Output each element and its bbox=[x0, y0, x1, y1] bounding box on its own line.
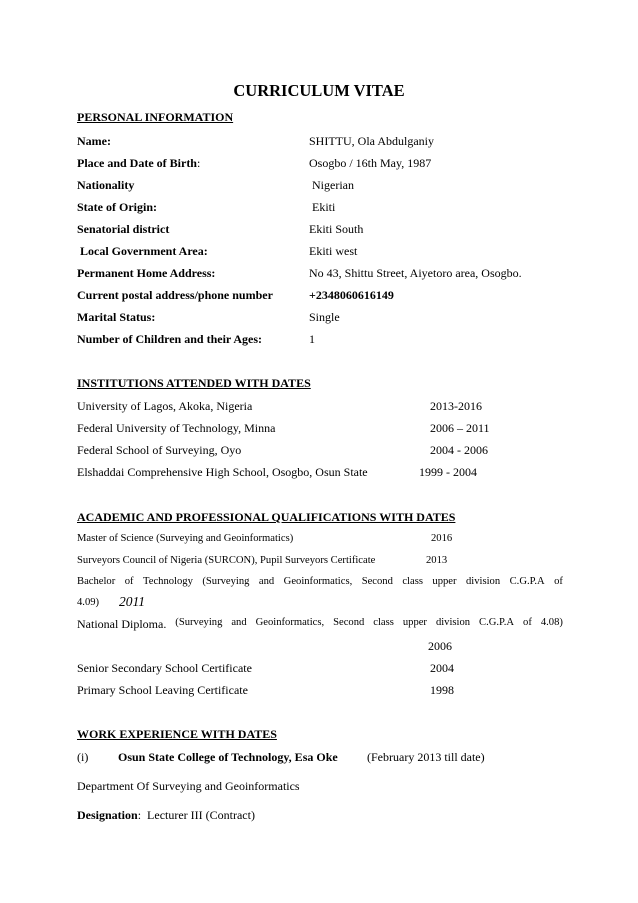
word: of bbox=[124, 576, 134, 587]
personal-label-children: Number of Children and their Ages: bbox=[77, 332, 263, 346]
personal-label-nationality: Nationality bbox=[77, 178, 135, 192]
personal-value-marital: Single bbox=[309, 310, 340, 324]
qualification-msc: Master of Science (Surveying and Geoinformatics) bbox=[77, 533, 294, 544]
work-index: (i) bbox=[77, 750, 89, 764]
word: class bbox=[373, 617, 394, 628]
designation-label: Designation bbox=[77, 808, 138, 822]
personal-label-birth bbox=[77, 156, 200, 171]
qualifications-heading: ACADEMIC AND PROFESSIONAL QUALIFICATIONS WITH DATES bbox=[77, 510, 456, 524]
personal-value-nationality: Nigerian bbox=[312, 178, 354, 192]
word: (Surveying bbox=[202, 576, 250, 587]
personal-label-address: Permanent Home Address: bbox=[77, 266, 216, 280]
institution-name: Federal University of Technology, Minna bbox=[77, 421, 276, 435]
personal-value-senatorial: Ekiti South bbox=[309, 222, 364, 236]
work-heading: WORK EXPERIENCE WITH DATES bbox=[77, 727, 277, 741]
institutions-heading: INSTITUTIONS ATTENDED WITH DATES bbox=[77, 376, 311, 390]
word: Second bbox=[361, 576, 393, 587]
word: (Surveying bbox=[175, 617, 223, 628]
word: of bbox=[523, 617, 532, 628]
personal-label-senatorial: Senatorial district bbox=[77, 222, 170, 236]
work-department: Department Of Surveying and Geoinformatics bbox=[77, 779, 300, 793]
word: C.G.P.A bbox=[509, 576, 545, 587]
work-period: (February 2013 till date) bbox=[367, 750, 485, 764]
personal-info-heading: PERSONAL INFORMATION bbox=[77, 110, 234, 124]
institution-dates: 2006 – 2011 bbox=[430, 421, 490, 435]
nd-lead: National Diploma. bbox=[77, 617, 167, 631]
designation-value: Lecturer III (Contract) bbox=[147, 808, 255, 822]
institution-name: Federal School of Surveying, Oyo bbox=[77, 443, 242, 457]
word: class bbox=[402, 576, 423, 587]
word: Geoinformatics, bbox=[255, 617, 325, 628]
work-designation bbox=[77, 808, 255, 823]
qualification-nd-line bbox=[77, 617, 563, 632]
institution-dates: 2013-2016 bbox=[430, 399, 482, 413]
personal-label-state: State of Origin: bbox=[77, 200, 157, 214]
personal-value-phone: +2348060616149 bbox=[309, 288, 394, 302]
personal-value-name: SHITTU, Ola Abdulganiy bbox=[309, 134, 434, 148]
institution-dates: 1999 - 2004 bbox=[419, 465, 477, 479]
personal-value-birth: Osogbo / 16th May, 1987 bbox=[309, 156, 432, 170]
word: upper bbox=[402, 617, 427, 628]
qualification-btech-year: 2011 bbox=[119, 594, 145, 609]
qualification-btech-line1 bbox=[77, 576, 563, 587]
qualification-ssce-year: 2004 bbox=[430, 661, 454, 675]
qualification-primary-year: 1998 bbox=[430, 683, 454, 697]
word: of bbox=[554, 576, 563, 587]
personal-label-lga: Local Government Area: bbox=[80, 244, 208, 258]
qualification-ssce: Senior Secondary School Certificate bbox=[77, 661, 252, 675]
institution-name: Elshaddai Comprehensive High School, Osogbo, Osun State bbox=[77, 465, 368, 479]
word: Technology bbox=[143, 576, 193, 587]
qualification-primary: Primary School Leaving Certificate bbox=[77, 683, 248, 697]
qualification-surcon-year: 2013 bbox=[426, 555, 448, 566]
personal-label-name: Name: bbox=[77, 134, 111, 148]
personal-label-postal: Current postal address/phone number bbox=[77, 288, 273, 302]
word: Geoinformatics, bbox=[283, 576, 353, 587]
qualification-surcon: Surveyors Council of Nigeria (SURCON), Pupil Surveyors Certificate bbox=[77, 555, 376, 566]
word: and bbox=[258, 576, 275, 587]
birth-label-text: Place and Date of Birth bbox=[77, 156, 197, 170]
designation-separator: : bbox=[137, 808, 142, 822]
qualification-nd-year: 2006 bbox=[428, 639, 452, 653]
word: upper bbox=[432, 576, 457, 587]
personal-value-state: Ekiti bbox=[312, 200, 336, 214]
institution-name: University of Lagos, Akoka, Nigeria bbox=[77, 399, 253, 413]
document-title: CURRICULUM VITAE bbox=[233, 81, 405, 100]
personal-value-children: 1 bbox=[309, 332, 315, 346]
qualification-btech-line2: 4.09) bbox=[77, 597, 100, 608]
qualification-msc-year: 2016 bbox=[431, 533, 453, 544]
word: and bbox=[231, 617, 247, 628]
institution-dates: 2004 - 2006 bbox=[430, 443, 488, 457]
word: division bbox=[466, 576, 501, 587]
word: Second bbox=[333, 617, 365, 628]
work-employer: Osun State College of Technology, Esa Oke bbox=[118, 750, 338, 764]
personal-label-marital: Marital Status: bbox=[77, 310, 156, 324]
word: C.G.P.A bbox=[479, 617, 515, 628]
personal-value-address: No 43, Shittu Street, Aiyetoro area, Osogbo. bbox=[309, 266, 522, 280]
birth-label-colon: : bbox=[196, 156, 201, 170]
word: 4.08) bbox=[540, 617, 563, 628]
personal-value-lga: Ekiti west bbox=[309, 244, 358, 258]
word: division bbox=[435, 617, 471, 628]
word: Bachelor bbox=[77, 576, 116, 587]
